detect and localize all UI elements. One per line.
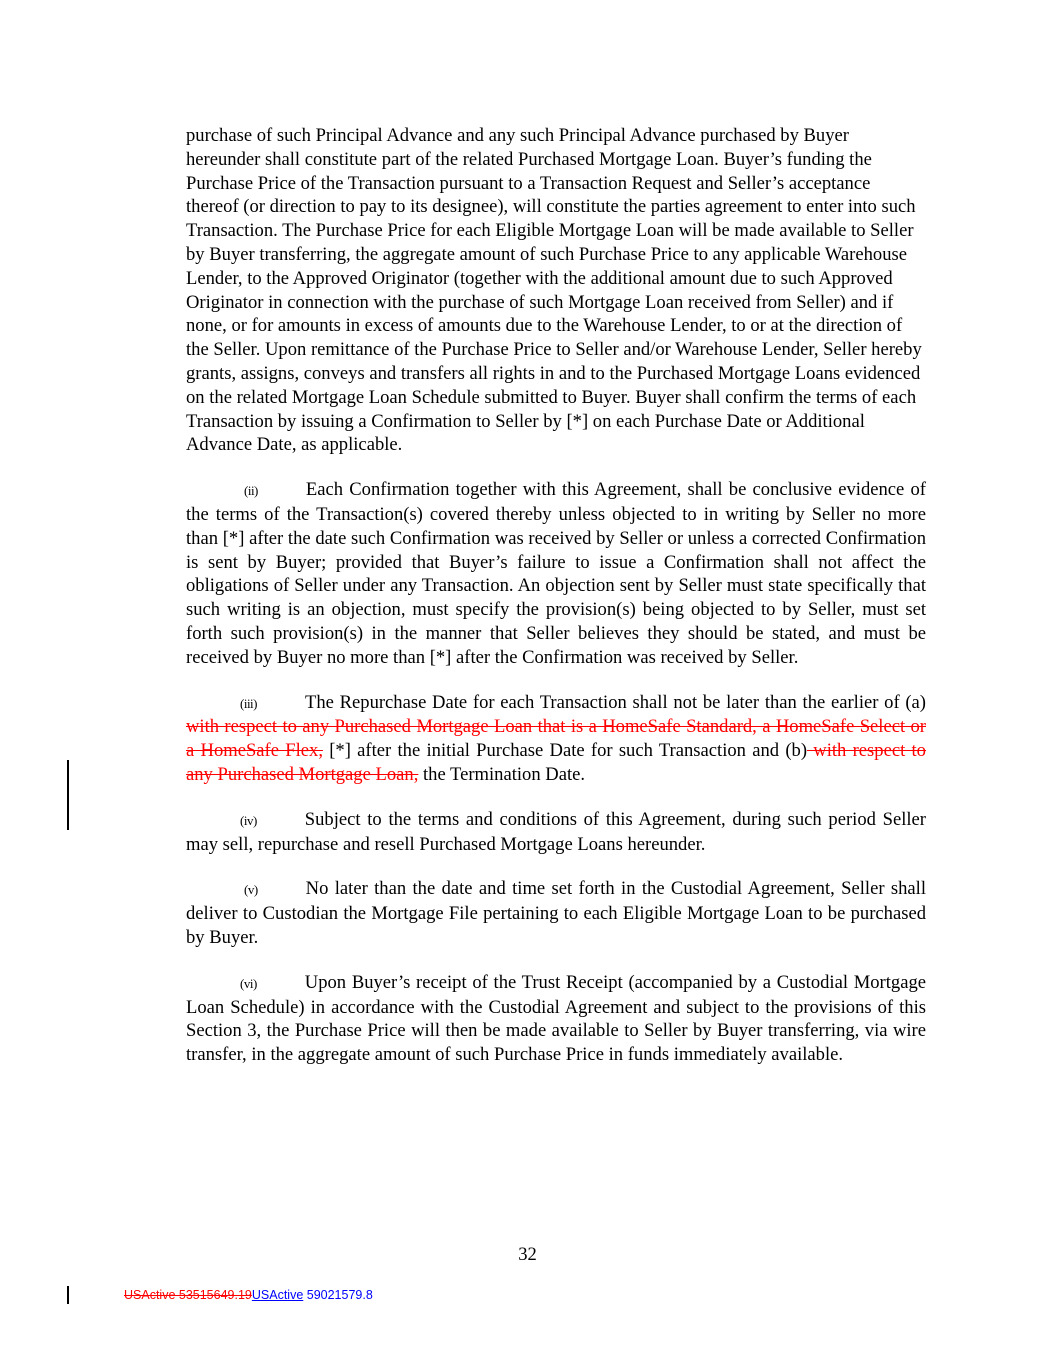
section-ii-paragraph — [186, 478, 926, 669]
section-v-text: No later than the date and time set forth in the Custodial Agreement, Seller shall deliver to Custodian the Mortgage File pertaining to each Eligible Mortgage Loan to be purchased by Buyer. — [186, 878, 926, 948]
section-vi-paragraph — [186, 971, 926, 1067]
page-number: 32 — [518, 1244, 537, 1265]
section-iii-deleted-text-2: with respect to any Purchased Mortgage Loan, — [186, 740, 926, 785]
footer-inserted-doc-label: USActive — [251, 1288, 304, 1302]
section-iv-paragraph — [186, 808, 926, 857]
revision-change-bar — [67, 760, 69, 830]
document-body — [186, 124, 926, 1067]
section-ii-numeral: (ii) — [244, 483, 258, 499]
section-iii-text-part1: The Repurchase Date for each Transaction shall not be later than the earlier of (a) — [305, 691, 926, 713]
continuation-paragraph: purchase of such Principal Advance and any such Principal Advance purchased by Buyer hereunder shall constitute part of the related Purchased Mortgage Loan. Buyer’s funding the Purchase Price of the Transaction pursuant to a Transaction Request and Seller’s acceptance thereof (or direction to pay to its designee), will constitute the parties agreement to enter into such Transaction. The Purchase Price for each Eligible Mortgage Loan will be made available to Seller by Buyer transferring, the aggregate amount of such Purchase Price to any applicable Warehouse Lender, to the Approved Originator (together with the additional amount due to such Approved Originator in connection with the purchase of such Mortgage Loan received from Seller) and if none, or for amounts in excess of amounts due to the Warehouse Lender, to or at the direction of the Seller. Upon remittance of the Purchase Price to Seller and/or Warehouse Lender, Seller hereby grants, assigns, conveys and transfers all rights in and to the Purchased Mortgage Loans evidenced on the related Mortgage Loan Schedule submitted to Buyer. Buyer shall confirm the terms of each Transaction by issuing a Confirmation to Seller by [*] on each Purchase Date or Additional Advance Date, as applicable. — [186, 125, 922, 456]
section-vi-text: Upon Buyer’s receipt of the Trust Receipt (accompanied by a Custodial Mortgage Loan Schedule) in accordance with the Custodial Agreement and subject to the provisions of this Section 3, the Purchase Price will then be made available to Seller by Buyer transferring, via wire transfer, in the aggregate amount of such Purchase Price in funds immediately available. — [186, 971, 926, 1066]
section-iii-text-part3: the Termination Date. — [418, 763, 586, 785]
section-vi-numeral: (vi) — [240, 975, 257, 991]
section-iv-text: Subject to the terms and conditions of this Agreement, during such period Seller may sell, repurchase and resell Purchased Mortgage Loans hereunder. — [186, 808, 926, 855]
section-iii-deleted-text-1: with respect to any Purchased Mortgage Loan that is a HomeSafe Standard, a HomeSafe Select or a HomeSafe Flex, — [186, 716, 926, 762]
section-iv-numeral: (iv) — [240, 812, 257, 828]
section-ii-text: Each Confirmation together with this Agreement, shall be conclusive evidence of the terms of the Transaction(s) covered thereby unless objected to in writing by Seller no more than [*] after the date such Confirmation was received by Seller or unless a corrected Confirmation is sent by Buyer; provided that Buyer’s failure to issue a Confirmation shall not affect the obligations of Seller under any Transaction. An objection sent by Seller must state specifically that such writing is an objection, must specify the provision(s) being objected to by Seller, must set forth such provision(s) in the manner that Seller believes they should be stated, and must be received by Buyer no more than [*] after the Confirmation was received by Seller. — [186, 479, 926, 668]
section-iii-text-part2: [*] after the initial Purchase Date for such Transaction and (b) — [322, 740, 808, 762]
section-v-paragraph — [186, 877, 926, 949]
section-iii-paragraph — [186, 691, 926, 787]
footer-deleted-doc-id: USActive 53515649.19 — [124, 1288, 252, 1302]
footer-inserted-doc-number: 59021579.8 — [303, 1288, 373, 1302]
document-footer — [124, 1287, 373, 1303]
section-iii-numeral: (iii) — [240, 695, 257, 711]
footer-change-bar — [67, 1286, 69, 1304]
section-v-numeral: (v) — [244, 882, 258, 898]
